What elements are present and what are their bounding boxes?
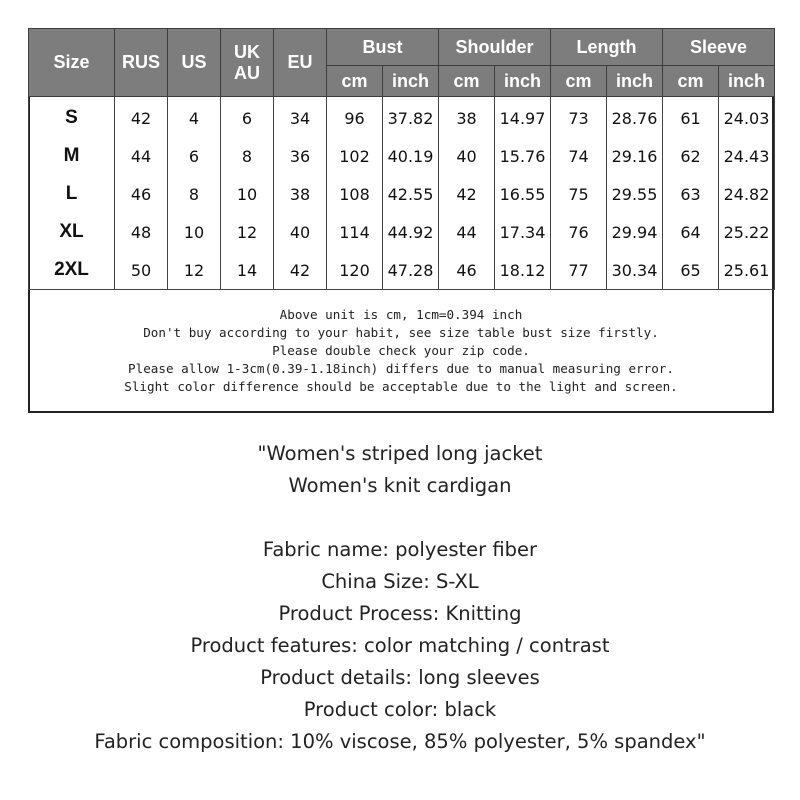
- table-row: [29, 97, 775, 138]
- china-size: China Size: S-XL: [321, 570, 479, 593]
- cell-length-cm: 75: [551, 175, 607, 213]
- table-row: [29, 251, 775, 290]
- subheader-bust-inch: inch: [383, 66, 439, 97]
- cell-rus: 42: [115, 97, 168, 138]
- product-details: Product details: long sleeves: [260, 666, 540, 689]
- cell-rus: 50: [115, 251, 168, 290]
- cell-bust-cm: 96: [327, 97, 383, 138]
- cell-sleeve-inch: 24.82: [719, 175, 775, 213]
- cell-sleeve-inch: 25.22: [719, 213, 775, 251]
- table-body: [29, 97, 775, 290]
- cell-length-cm: 74: [551, 137, 607, 175]
- size-chart: [28, 28, 774, 413]
- subheader-shoulder-inch: inch: [495, 66, 551, 97]
- product-color: Product color: black: [303, 698, 497, 721]
- cell-size: L: [29, 175, 115, 213]
- note-line: Above unit is cm, 1cm=0.394 inch: [279, 307, 523, 322]
- cell-bust-cm: 120: [327, 251, 383, 290]
- cell-bust-inch: 42.55: [383, 175, 439, 213]
- cell-shoulder-inch: 16.55: [495, 175, 551, 213]
- cell-shoulder-inch: 18.12: [495, 251, 551, 290]
- cell-shoulder-cm: 40: [439, 137, 495, 175]
- cell-eu: 42: [274, 251, 327, 290]
- cell-length-cm: 77: [551, 251, 607, 290]
- cell-length-inch: 28.76: [607, 97, 663, 138]
- cell-eu: 40: [274, 213, 327, 251]
- cell-shoulder-cm: 42: [439, 175, 495, 213]
- cell-length-cm: 76: [551, 213, 607, 251]
- cell-shoulder-cm: 44: [439, 213, 495, 251]
- header-uk: UK: [234, 41, 260, 62]
- spacer: [0, 502, 800, 534]
- product-description: [0, 438, 800, 758]
- cell-uk-au: 8: [221, 137, 274, 175]
- cell-sleeve-inch: 24.43: [719, 137, 775, 175]
- subheader-length-cm: cm: [551, 66, 607, 97]
- cell-sleeve-cm: 61: [663, 97, 719, 138]
- cell-length-inch: 30.34: [607, 251, 663, 290]
- header-uk-au: [221, 29, 274, 97]
- cell-size: XL: [29, 213, 115, 251]
- cell-length-inch: 29.94: [607, 213, 663, 251]
- cell-eu: 38: [274, 175, 327, 213]
- cell-length-inch: 29.55: [607, 175, 663, 213]
- header-us: US: [168, 29, 221, 97]
- subheader-sleeve-cm: cm: [663, 66, 719, 97]
- subheader-length-inch: inch: [607, 66, 663, 97]
- cell-bust-cm: 102: [327, 137, 383, 175]
- cell-sleeve-inch: 25.61: [719, 251, 775, 290]
- header-sleeve: Sleeve: [663, 29, 775, 66]
- cell-bust-cm: 114: [327, 213, 383, 251]
- title-line-1: "Women's striped long jacket: [257, 442, 543, 465]
- cell-length-cm: 73: [551, 97, 607, 138]
- header-size: Size: [29, 29, 115, 97]
- cell-eu: 36: [274, 137, 327, 175]
- cell-uk-au: 10: [221, 175, 274, 213]
- table-row: [29, 213, 775, 251]
- cell-bust-inch: 47.28: [383, 251, 439, 290]
- subheader-bust-cm: cm: [327, 66, 383, 97]
- cell-bust-inch: 37.82: [383, 97, 439, 138]
- subheader-sleeve-inch: inch: [719, 66, 775, 97]
- cell-eu: 34: [274, 97, 327, 138]
- cell-size: M: [29, 137, 115, 175]
- cell-sleeve-cm: 64: [663, 213, 719, 251]
- cell-size: 2XL: [29, 251, 115, 290]
- table-row: [29, 175, 775, 213]
- cell-shoulder-inch: 15.76: [495, 137, 551, 175]
- cell-sleeve-cm: 63: [663, 175, 719, 213]
- cell-uk-au: 14: [221, 251, 274, 290]
- cell-sleeve-cm: 65: [663, 251, 719, 290]
- cell-size: S: [29, 97, 115, 138]
- note-line: Slight color difference should be acceptable due to the light and screen.: [124, 379, 678, 394]
- cell-sleeve-inch: 24.03: [719, 97, 775, 138]
- size-notes: [30, 298, 772, 410]
- subheader-shoulder-cm: cm: [439, 66, 495, 97]
- cell-rus: 46: [115, 175, 168, 213]
- note-line: Please allow 1-3cm(0.39-1.18inch) differs due to manual measuring error.: [128, 361, 674, 376]
- note-line: Don't buy according to your habit, see size table bust size firstly.: [143, 325, 659, 340]
- cell-us: 4: [168, 97, 221, 138]
- cell-bust-inch: 44.92: [383, 213, 439, 251]
- cell-uk-au: 6: [221, 97, 274, 138]
- header-rus: RUS: [115, 29, 168, 97]
- cell-shoulder-inch: 17.34: [495, 213, 551, 251]
- header-au: AU: [234, 62, 260, 83]
- table-row: [29, 137, 775, 175]
- cell-us: 6: [168, 137, 221, 175]
- cell-us: 10: [168, 213, 221, 251]
- size-table: [28, 28, 775, 290]
- note-line: Please double check your zip code.: [272, 343, 530, 358]
- header-length: Length: [551, 29, 663, 66]
- cell-shoulder-cm: 46: [439, 251, 495, 290]
- fabric-composition: Fabric composition: 10% viscose, 85% polyester, 5% spandex": [94, 730, 706, 753]
- cell-sleeve-cm: 62: [663, 137, 719, 175]
- header-bust: Bust: [327, 29, 439, 66]
- cell-us: 8: [168, 175, 221, 213]
- fabric-name: Fabric name: polyester fiber: [262, 538, 538, 561]
- cell-length-inch: 29.16: [607, 137, 663, 175]
- header-shoulder: Shoulder: [439, 29, 551, 66]
- cell-rus: 44: [115, 137, 168, 175]
- title-line-2: Women's knit cardigan: [288, 474, 512, 497]
- cell-rus: 48: [115, 213, 168, 251]
- product-process: Product Process: Knitting: [278, 602, 522, 625]
- product-features: Product features: color matching / contrast: [190, 634, 610, 657]
- cell-shoulder-inch: 14.97: [495, 97, 551, 138]
- cell-bust-inch: 40.19: [383, 137, 439, 175]
- cell-bust-cm: 108: [327, 175, 383, 213]
- cell-us: 12: [168, 251, 221, 290]
- cell-shoulder-cm: 38: [439, 97, 495, 138]
- cell-uk-au: 12: [221, 213, 274, 251]
- header-eu: EU: [274, 29, 327, 97]
